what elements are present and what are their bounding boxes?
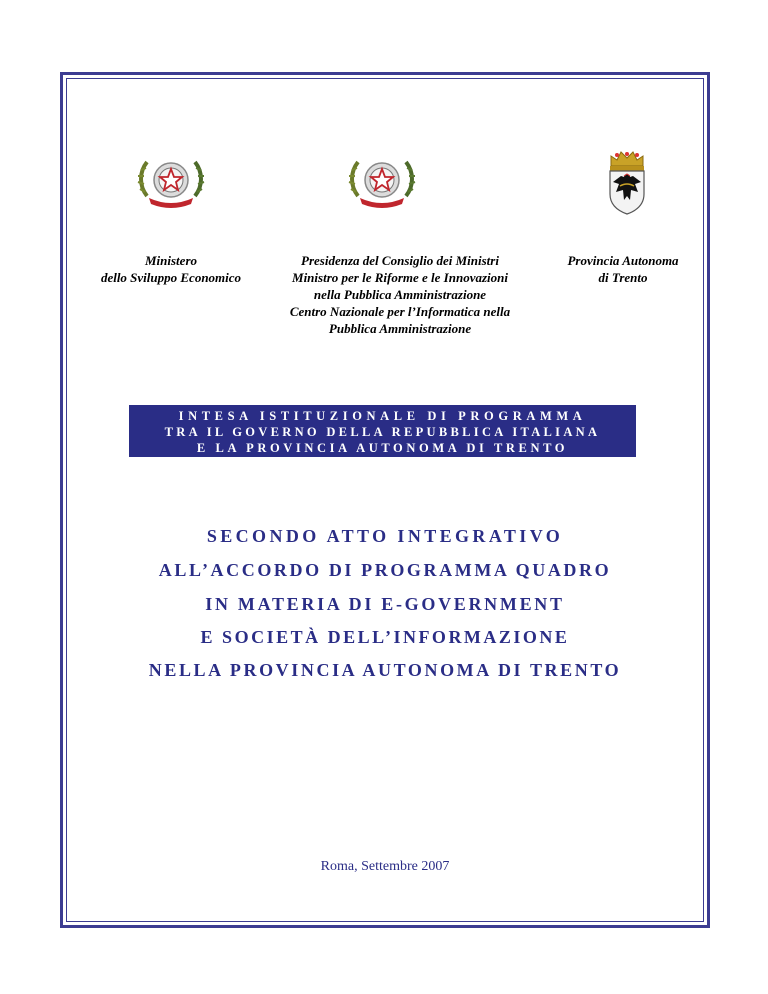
banner-line-3: E LA PROVINCIA AUTONOMA DI TRENTO	[196, 441, 569, 455]
document-title-line-2: ALL’ACCORDO DI PROGRAMMA QUADRO	[158, 560, 612, 580]
caption-center: Presidenza del Consiglio dei Ministri Ministro per le Riforme e le Innovazioni nella Pubblica Amministrazione Centro Nazionale per l’Informatica nella Pubblica Amministrazione	[289, 253, 511, 336]
document-title-line-1: SECONDO ATTO INTEGRATIVO	[206, 526, 564, 546]
document-title-line-3: IN MATERIA DI E-GOVERNMENT	[205, 594, 565, 614]
caption-left: Ministero dello Sviluppo Economico	[100, 253, 242, 285]
caption-right: Provincia Autonoma di Trento	[567, 253, 679, 285]
place-and-date: Roma, Settembre 2007	[320, 859, 450, 874]
italian-republic-emblem-center	[346, 152, 418, 212]
banner-line-2: TRA IL GOVERNO DELLA REPUBBLICA ITALIANA	[164, 425, 601, 439]
agreement-banner	[129, 405, 636, 457]
banner-line-1: INTESA ISTITUZIONALE DI PROGRAMMA	[178, 409, 587, 423]
italian-republic-emblem-left	[135, 152, 207, 212]
document-title-line-4: E SOCIETÀ DELL’INFORMAZIONE	[200, 627, 570, 647]
document-title-line-5: NELLA PROVINCIA AUTONOMA DI TRENTO	[148, 660, 622, 680]
trento-coat-of-arms-icon	[604, 148, 650, 216]
